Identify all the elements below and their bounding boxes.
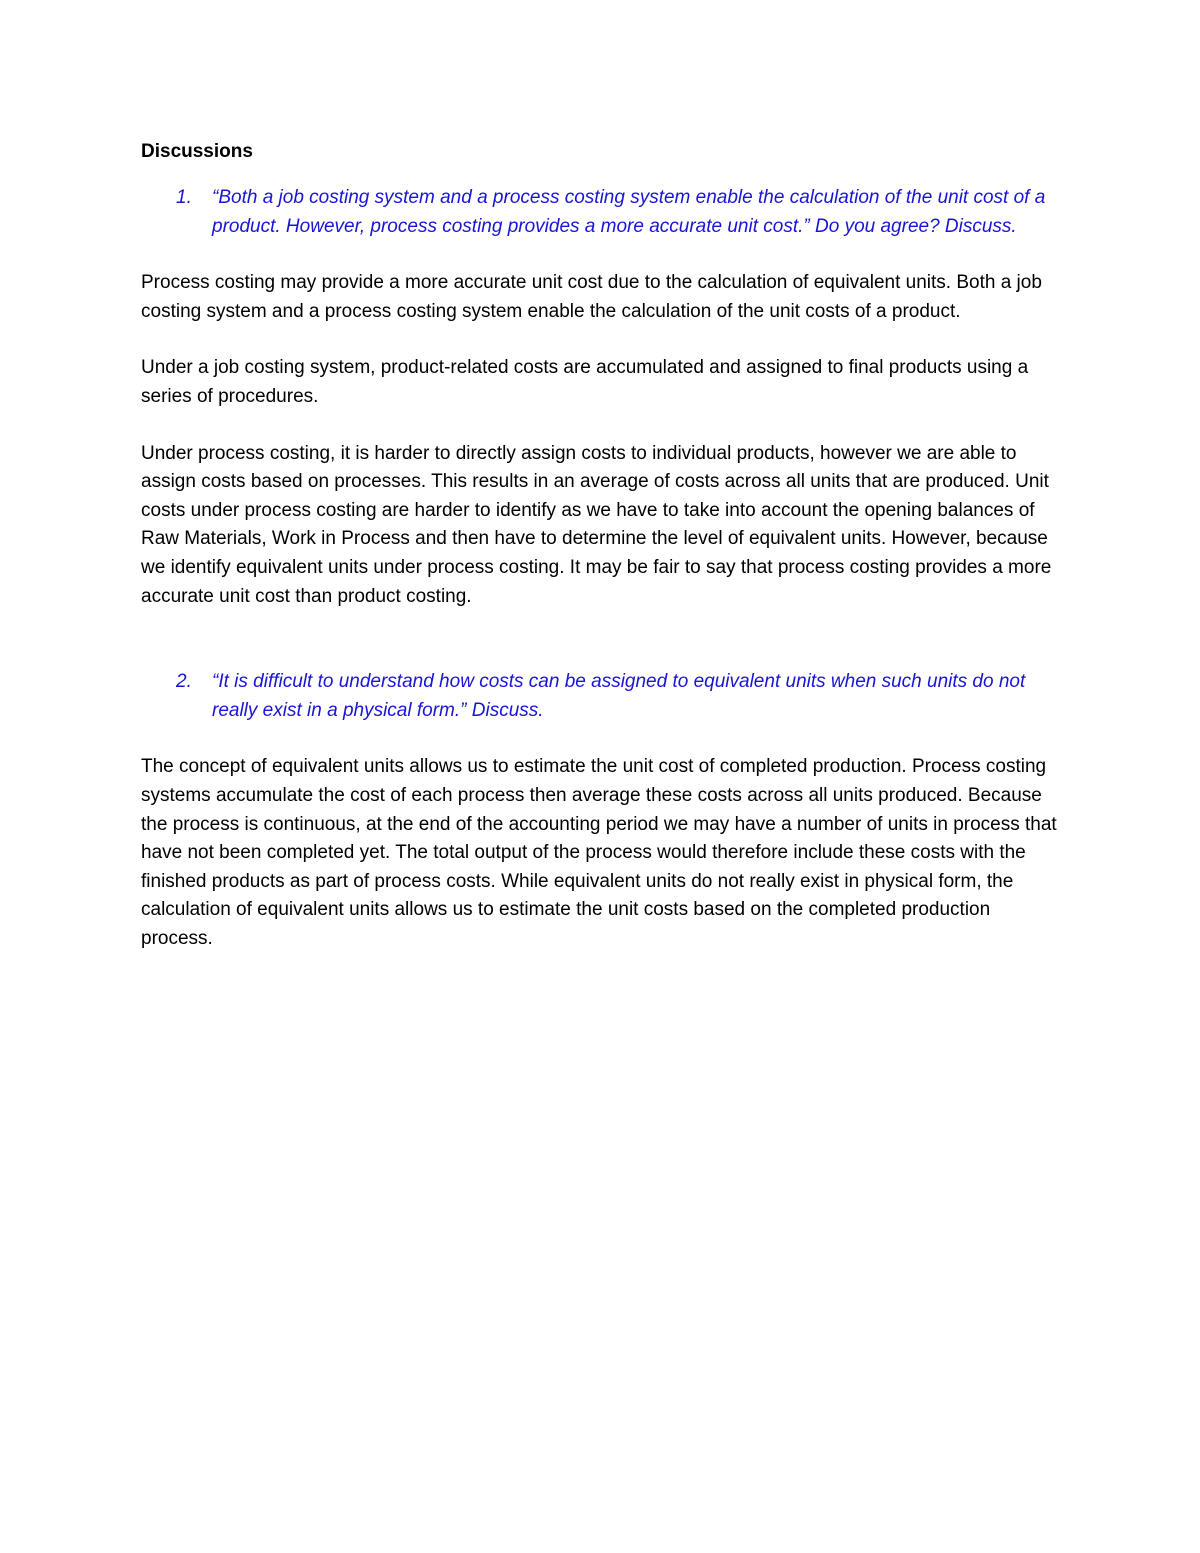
question-2 <box>141 668 1071 725</box>
answer-1-paragraph-2: Under a job costing system, product-related costs are accumulated and assigned to final products using a series of procedures. <box>141 357 1029 407</box>
document-page <box>141 138 1071 953</box>
answer-1-paragraph-1: Process costing may provide a more accurate unit cost due to the calculation of equivalent units. Both a job costing system and a process costing system enable the calculation of the unit costs of a product. <box>141 272 1042 322</box>
document-heading: Discussions <box>141 141 253 162</box>
question-1-text: “Both a job costing system and a process costing system enable the calculation of the unit cost of a product. However, process costing provides a more accurate unit cost.” Do you agree? Discuss. <box>212 187 1046 237</box>
question-1-number: 1. <box>176 187 192 208</box>
question-2-text: “It is difficult to understand how costs can be assigned to equivalent units when such units do not really exist in a physical form.” Discuss. <box>212 671 1026 721</box>
answer-1-paragraph-3: Under process costing, it is harder to directly assign costs to individual products, however we are able to assign costs based on processes. This results in an average of costs across all units that are produced. Unit costs under process costing are harder to identify as we have to take into account the opening balances of Raw Materials, Work in Process and then have to determine the level of equivalent units. However, because we identify equivalent units under process costing. It may be fair to say that process costing provides a more accurate unit cost than product costing. <box>141 442 1052 607</box>
question-1 <box>141 184 1071 241</box>
answer-2-paragraph-1: The concept of equivalent units allows us to estimate the unit cost of completed production. Process costing systems accumulate the cost of each process then average these costs across all units produced. Because the process is continuous, at the end of the accounting period we may have a number of units in process that have not been completed yet. The total output of the process would therefore include these costs with the finished products as part of process costs. While equivalent units do not really exist in physical form, the calculation of equivalent units allows us to estimate the unit costs based on the completed production process. <box>141 756 1057 949</box>
question-2-number: 2. <box>176 671 192 693</box>
